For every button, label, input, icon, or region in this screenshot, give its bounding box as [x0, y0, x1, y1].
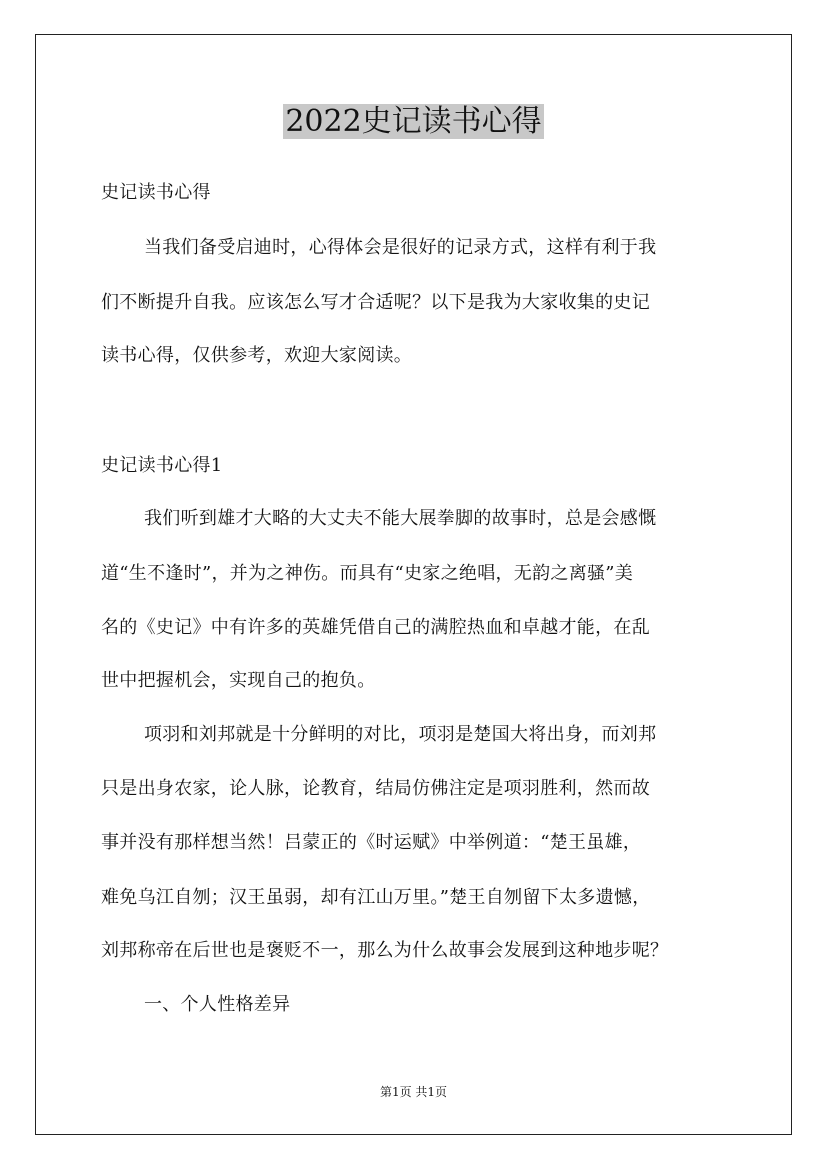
- paragraph-line: 刘邦称帝在后世也是褒贬不一，那么为什么故事会发展到这种地步呢？: [101, 940, 669, 961]
- paragraph-line: 读书心得，仅供参考，欢迎大家阅读。: [101, 345, 413, 366]
- paragraph-line: 难免乌江自刎；汉王虽弱，却有江山万里。”楚王自刎留下太多遗憾，: [101, 887, 651, 908]
- paragraph-line: 们不断提升自我。应该怎么写才合适呢？以下是我为大家收集的史记: [101, 292, 650, 313]
- page-number: 第1页 共1页: [379, 1085, 448, 1099]
- section-heading: 史记读书心得: [101, 182, 211, 203]
- paragraph-line: 事并没有那样想当然！吕蒙正的《时运赋》中举例道：“楚王虽雄，: [101, 832, 642, 853]
- document-title-block: [0, 100, 827, 144]
- paragraph-line: 道“生不逢时”，并为之神伤。而具有“史家之绝唱，无韵之离骚”美: [101, 563, 634, 584]
- paragraph-line: 我们听到雄才大略的大丈夫不能大展拳脚的故事时，总是会感慨: [144, 508, 657, 529]
- paragraph-line: 名的《史记》中有许多的英雄凭借自己的满腔热血和卓越才能，在乱: [101, 617, 650, 638]
- paragraph-line: 世中把握机会，实现自己的抱负。: [101, 670, 376, 691]
- paragraph-line: 项羽和刘邦就是十分鲜明的对比，项羽是楚国大将出身，而刘邦: [144, 724, 657, 745]
- section-heading: 史记读书心得1: [101, 455, 223, 476]
- paragraph-line: 当我们备受启迪时，心得体会是很好的记录方式，这样有利于我: [144, 237, 657, 258]
- paragraph-line: 只是出身农家，论人脉，论教育，结局仿佛注定是项羽胜利，然而故: [101, 778, 650, 799]
- subsection-heading: 一、个人性格差异: [144, 994, 291, 1015]
- document-title: 2022史记读书心得: [285, 104, 542, 139]
